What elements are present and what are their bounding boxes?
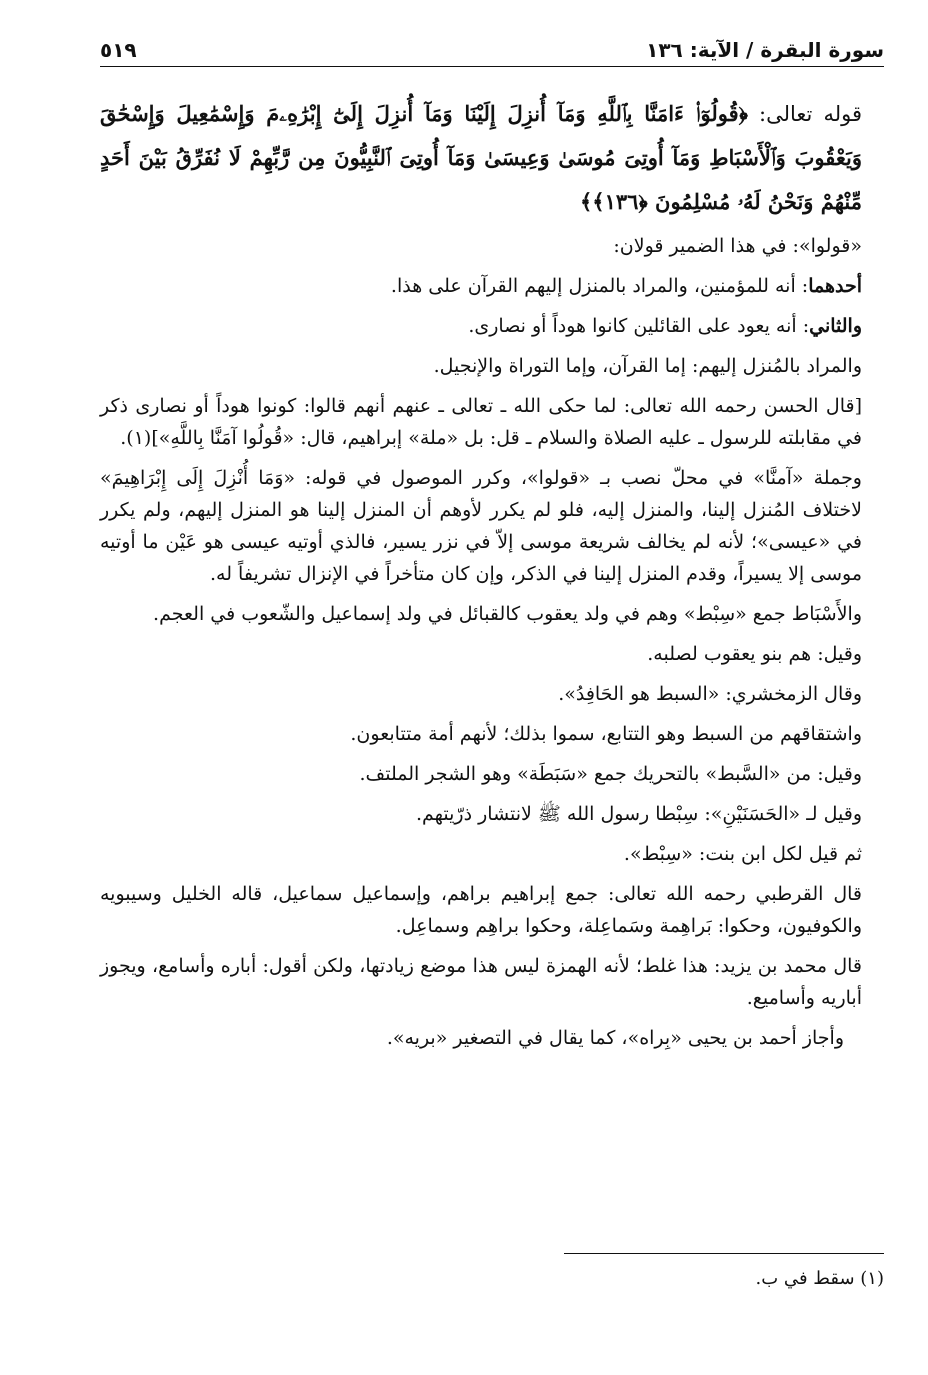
quran-verse: ﴿قُولُوٓا۟ ءَامَنَّا بِٱللَّهِ وَمَآ أُنزِلَ إِلَيْنَا وَمَآ أُنزِلَ إِلَىٰٓ إِبْرَٰهِۦمَ وَإِسْمَٰعِيلَ وَإِسْحَٰقَ وَيَعْقُوبَ وَٱلْأَسْبَاطِ وَمَآ أُوتِىَ مُوسَىٰ وَعِيسَىٰ وَمَآ أُوتِىَ ٱلنَّبِيُّونَ مِن رَّبِّهِمْ لَا نُفَرِّقُ بَيْنَ أَحَدٍ مِّنْهُمْ وَنَحْنُ لَهُۥ مُسْلِمُونَ ﴿١٣٦﴾﴾ — [100, 101, 862, 214]
verse-intro: قوله تعالى: — [747, 102, 862, 126]
paragraph: وقيل لـ «الحَسَنَيْنِ»: سِبْطا رسول الله ﷺ لانتشار ذرّيتهم. — [415, 803, 862, 825]
paragraph-label: أحدهما — [808, 275, 862, 297]
paragraph: وقيل: هم بنو يعقوب لصلبه. — [647, 643, 862, 665]
paragraph: والأَسْبَاط جمع «سِبْط» وهم في ولد يعقوب كالقبائل في ولد إسماعيل والشّعوب في العجم. — [153, 603, 862, 625]
paragraph: قال القرطبي رحمه الله تعالى: جمع إبراهيم براهم، وإسماعيل سماعيل، قاله الخليل وسيبويه والكوفيون، وحكوا: بَراهِمة وسَماعِلة، وحكوا براهِم وسماعِل. — [100, 883, 862, 937]
paragraph-text: : أنه يعود على القائلين كانوا هوداً أو نصارى. — [468, 315, 810, 337]
paragraph: وأجاز أحمد بن يحيى «بِراه»، كما يقال في التصغير «بريه». — [386, 1027, 844, 1049]
paragraph: [قال الحسن رحمه الله تعالى: لما حكى الله ـ تعالى ـ عنهم أنهم قالوا: كونوا هوداً أو نصارى ذكر في مقابلته للرسول ـ عليه الصلاة والسلام ـ قل: بل «ملة» إبراهيم، قال: «قُولُوا آمَنَّا بِاللَّهِ»](١). — [100, 395, 862, 449]
paragraph: والمراد بالمُنزل إليهم: إما القرآن، وإما التوراة والإنجيل. — [433, 355, 862, 377]
paragraph — [100, 270, 884, 302]
paragraph: وقيل: من «السَّبط» بالتحريك جمع «سَبَطَة» وهو الشجر الملتف. — [359, 763, 862, 785]
page-number: ٥١٩ — [100, 38, 137, 62]
running-header — [100, 30, 884, 67]
paragraph: «قولوا»: في هذا الضمير قولان: — [613, 235, 862, 257]
paragraph-label: والثاني — [809, 315, 862, 337]
paragraph: وجملة «آمنَّا» في محلّ نصب بـ «قولوا»، وكرر الموصول في قوله: «وَمَا أُنْزِلَ إِلَى إِبْرَاهِيمَ» لاختلاف المُنزل إلينا، والمنزل إليه، فلو لم يكرر لأوهم أن المنزل إلينا هو المنزل إليهم، ولم يكرر في «عيسى»؛ لأنه لم يخالف شريعة موسى إلاّ في نزر يسير، فالذي أوتيه عيسى هو عَيْن ما أوتيه موسى إلا يسيراً، وقدم المنزل إلينا في الذكر، وإن كان متأخراً في الإنزال تشريفاً له. — [100, 467, 862, 585]
paragraph: وقال الزمخشري: «السبط هو الحَافِدُ». — [558, 683, 862, 705]
surah-title: سورة البقرة / الآية: ١٣٦ — [646, 38, 884, 66]
footnote: (١) سقط في ب. — [755, 1268, 884, 1289]
paragraph: ثم قيل لكل ابن بنت: «سِبْط». — [623, 843, 862, 865]
verse-paragraph — [100, 92, 884, 224]
paragraph — [100, 310, 884, 342]
paragraph: قال محمد بن يزيد: هذا غلط؛ لأنه الهمزة ليس هذا موضع زيادتها، ولكن أقول: أباره وأسامع، ويجوز أباريه وأساميع. — [100, 955, 862, 1009]
footnote-divider — [564, 1253, 884, 1254]
page-body — [100, 92, 884, 1062]
paragraph: واشتقاقهم من السبط وهو التتابع، سموا بذلك؛ لأنهم أمة متتابعون. — [350, 723, 862, 745]
paragraph-text: : أنه للمؤمنين، والمراد بالمنزل إليهم القرآن على هذا. — [390, 275, 809, 297]
